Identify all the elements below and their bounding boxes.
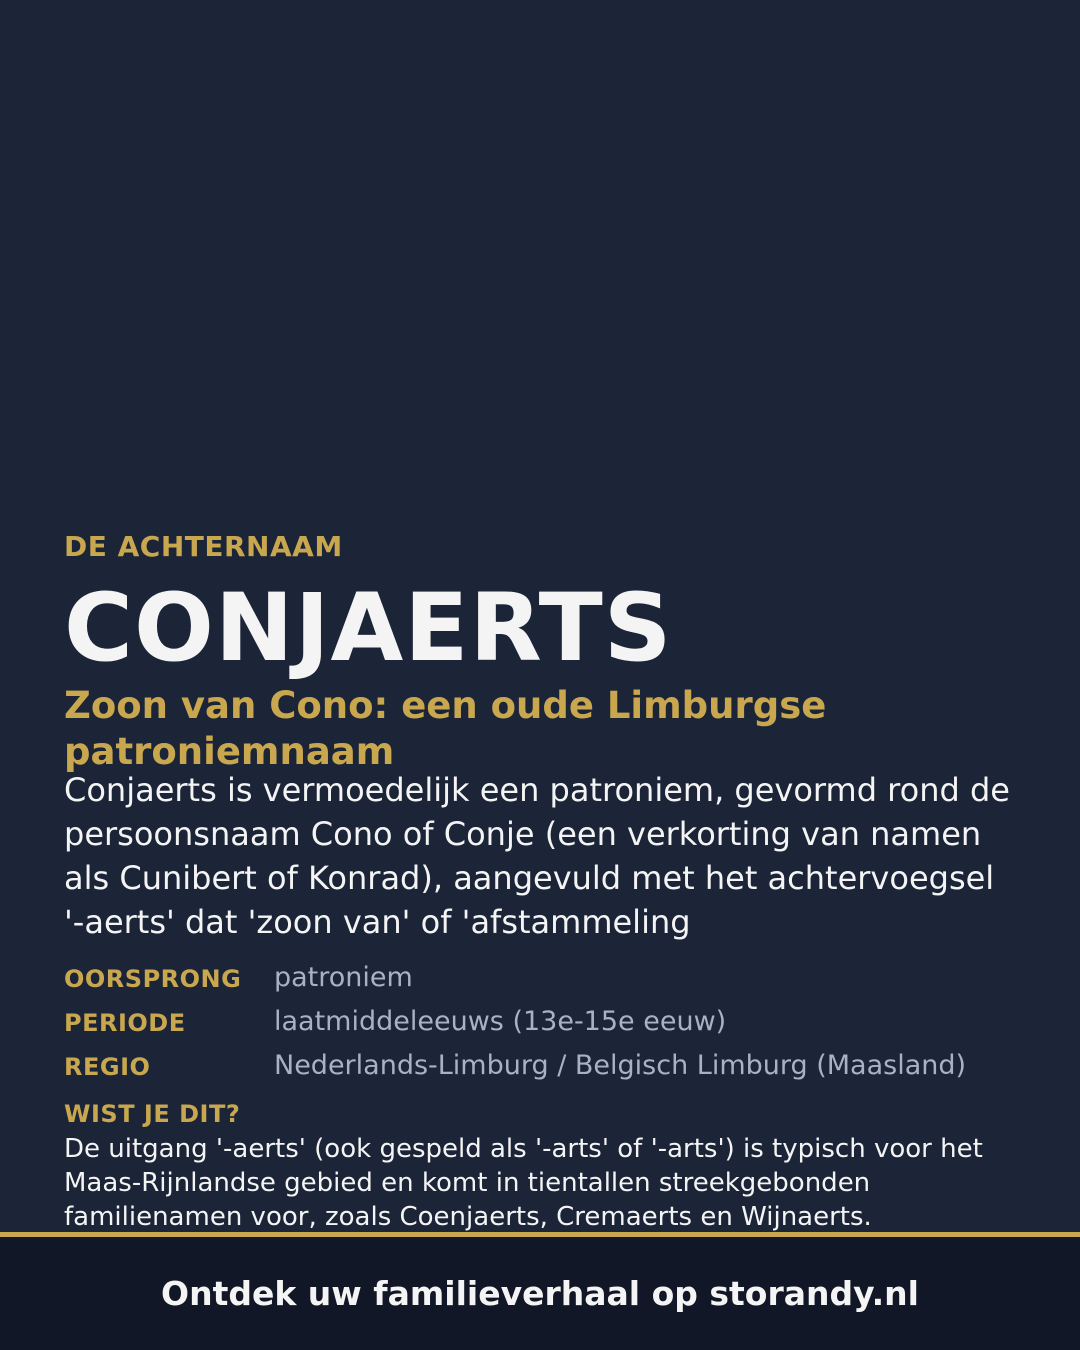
fact-label-period: PERIODE — [64, 1009, 186, 1037]
fact-row-region — [64, 1050, 1024, 1094]
fact-value-period: laatmiddeleeuws (13e-15e eeuw) — [274, 1006, 727, 1037]
eyebrow-label: DE ACHTERNAAM — [64, 530, 343, 563]
fact-label-origin: OORSPRONG — [64, 965, 242, 993]
did-you-know-text: De uitgang '-aerts' (ook gespeld als '-arts' of '-arts') is typisch voor het Maas-Rijnlandse gebied en komt in tientallen streekgebonden familienamen voor, zoals Coenjaerts, Cremaerts en Wijnaerts. — [64, 1134, 983, 1232]
surname-subtitle: Zoon van Cono: een oude Limburgse patroniemnaam — [64, 684, 827, 773]
footer-banner — [0, 1232, 1080, 1350]
surname-title: CONJAERTS — [64, 574, 673, 683]
did-you-know-label: WIST JE DIT? — [64, 1100, 241, 1128]
surname-description: Conjaerts is vermoedelijk een patroniem, gevormd rond de persoonsnaam Cono of Conje (een verkorting van namen als Cunibert of Konrad), aangevuld met het achtervoegsel '-aerts' dat 'zoon van' of 'afstammeling — [64, 771, 1010, 941]
fact-row-origin — [64, 962, 1024, 1006]
fact-label-region: REGIO — [64, 1053, 151, 1081]
fact-row-period — [64, 1006, 1024, 1050]
fact-value-origin: patroniem — [274, 962, 413, 993]
footer-cta-text: Ontdek uw familieverhaal op storandy.nl — [161, 1274, 919, 1313]
fact-value-region: Nederlands-Limburg / Belgisch Limburg (Maasland) — [274, 1050, 967, 1081]
facts-list — [64, 962, 1024, 1094]
